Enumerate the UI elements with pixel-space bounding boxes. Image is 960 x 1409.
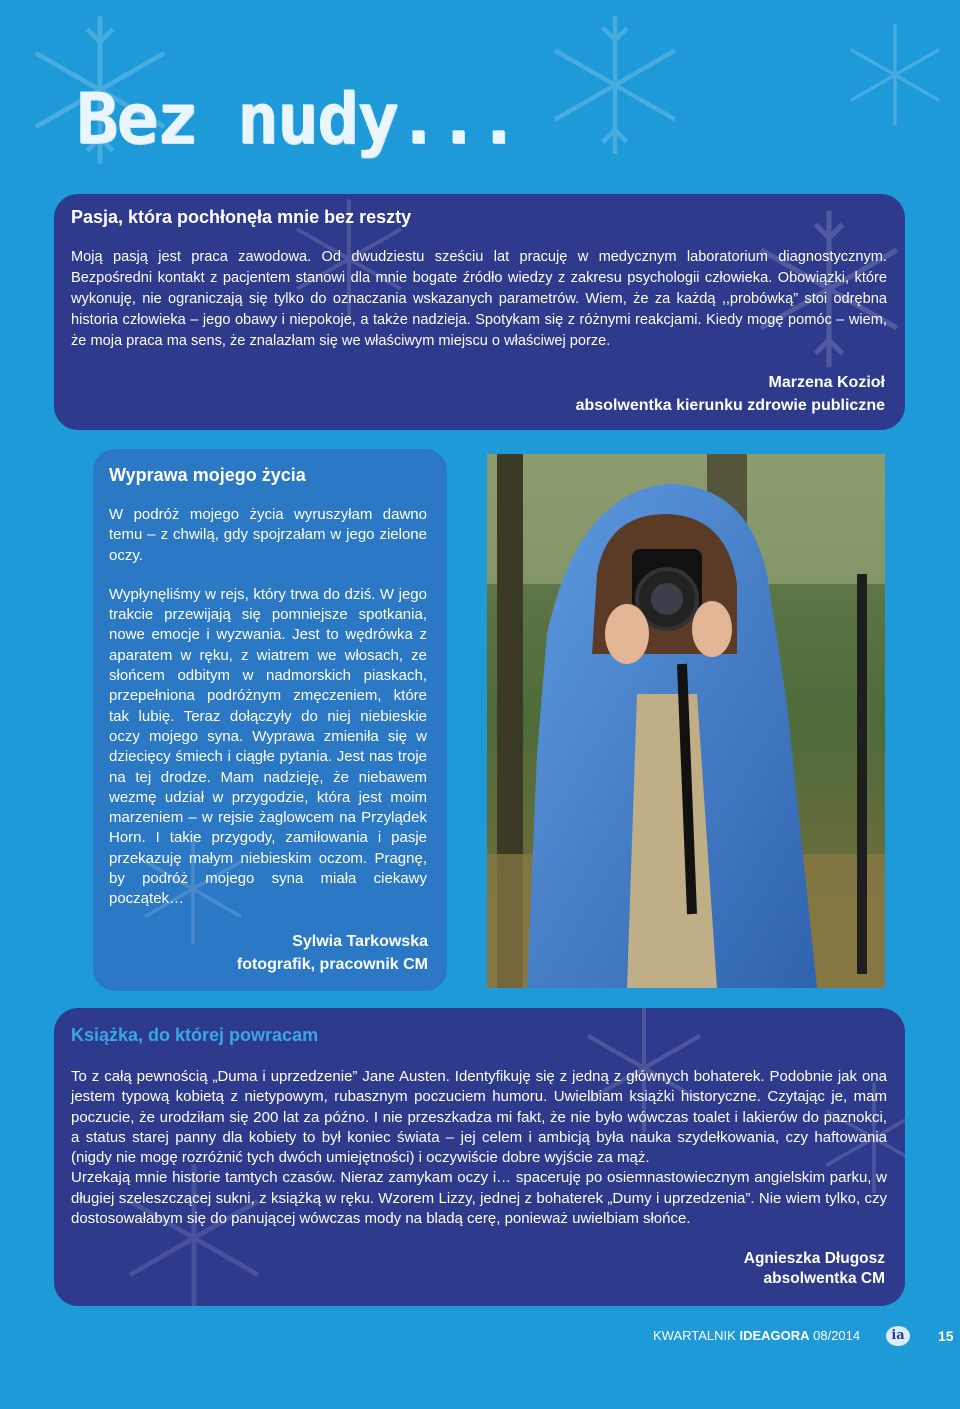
journey-section	[93, 449, 447, 991]
snowflake-decoration	[840, 20, 950, 130]
book-section	[54, 1008, 905, 1306]
section-paragraph: Wypłynęliśmy w rejs, który trwa do dziś. W jego trakcie przewijają się pomniejsze spotkania, nowe emocje i wyzwania. Jest to wędrówka z aparatem w ręku, z wiatrem we włosach, ze słońcem odbitym w nadmorskich piaskach, przepełniona podróżnym zmęczeniem, które tak lubię. Teraz dołączyły do niej niebieskie oczy mojego syna. Wyprawa zmieniła się w dziecięcy śmiech i ciągłe pytania. Jest nas troje na tej drodze. Mam nadzieję, że niebawem wezmę udział w przygodzie, która jest moim marzeniem – w rejsie żaglowcem na Przylądek Horn. I takie przygody, zamiłowania i pasje przekazuję małym niebieskim oczom. Pragnę, by podróż mojego syna miała ciekawy początek…	[109, 585, 427, 908]
page-number: 15	[938, 1328, 954, 1344]
author-role: absolwentka CM	[763, 1270, 885, 1287]
section-paragraph: Urzekają mnie historie tamtych czasów. Nieraz zamykam oczy i… spaceruję po osiemnastowiecznym angielskim parku, w długiej szeleszczącej sukni, z książką w ręku. Wzorem Lizzy, jednej z bohaterek „Dumy i uprzedzenia”. Nie wiem tylko, czy dostosowałabym się do panującej wówczas mody na bladą cerę, ponieważ uwielbiam słońce.	[71, 1169, 887, 1228]
section-heading: Wyprawa mojego życia	[109, 465, 306, 485]
logo-text: ia	[891, 1328, 905, 1343]
author-role: absolwentka kierunku zdrowie publiczne	[575, 397, 885, 414]
section-heading: Pasja, która pochłonęła mnie bez reszty	[71, 207, 412, 227]
author-name: Sylwia Tarkowska	[292, 933, 428, 950]
section-paragraph: To z całą pewnością „Duma i uprzedzenie” Jane Austen. Identyfikuję się z jedną z głównych bohaterek. Podobnie jak ona jestem typową kobietą z nietypowym, rubasznym poczuciem humoru. Uwielbiam książki historyczne. Czytając je, mam poczucie, że urodziłam się 200 lat za późno. I nie przeszkadza mi fakt, że nie było wówczas toalet i lakierów do paznokci, a status starej panny dla kobiety to był koniec świata – jej celem i ambicją była nauka szydełkowania, czy haftowania (nigdy nie mogę rozróżnić tych dwóch umiejętności) i oczywiście dobre wyjście za mąż.	[71, 1068, 887, 1167]
photographer-photo	[487, 454, 885, 988]
footer-issue: 08/2014	[809, 1328, 861, 1343]
section-heading: Książka, do której powracam	[71, 1025, 319, 1045]
author-role: fotografik, pracownik CM	[236, 956, 428, 973]
passion-section	[54, 194, 905, 430]
ideagora-logo	[886, 1326, 910, 1346]
footer-prefix: KWARTALNIK	[653, 1328, 740, 1343]
footer-brand: IDEAGORA	[739, 1328, 810, 1343]
snowflake-decoration	[540, 10, 690, 160]
author-name: Marzena Kozioł	[768, 374, 885, 391]
page-title: Bez nudy...	[76, 78, 518, 160]
footer-magazine	[653, 1328, 860, 1343]
section-paragraph: W podróż mojego życia wyruszyłam dawno temu – z chwilą, gdy spojrzałam w jego zielone oczy.	[109, 506, 427, 564]
section-paragraph: Moją pasją jest praca zawodowa. Od dwudziestu sześciu lat pracuję w medycznym laboratorium diagnostycznym. Bezpośredni kontakt z pacjentem stanowi dla mnie bogate źródło wiedzy z zakresu psychologii człowieka. Obowiązki, które wykonuję, nie ograniczają się tylko do oznaczania wskazanych parametrów. Wiem, że za każdą ,,probówką” stoi odrębna historia człowieka – jego obawy i niepokoje, a także nadzieja. Spotykam się z różnymi reakcjami. Kiedy mogę pomóc – wiem, że moja praca ma sens, że znalazłam się we właściwym miejscu o właściwej porze.	[71, 249, 887, 349]
author-name: Agnieszka Długosz	[743, 1250, 885, 1267]
